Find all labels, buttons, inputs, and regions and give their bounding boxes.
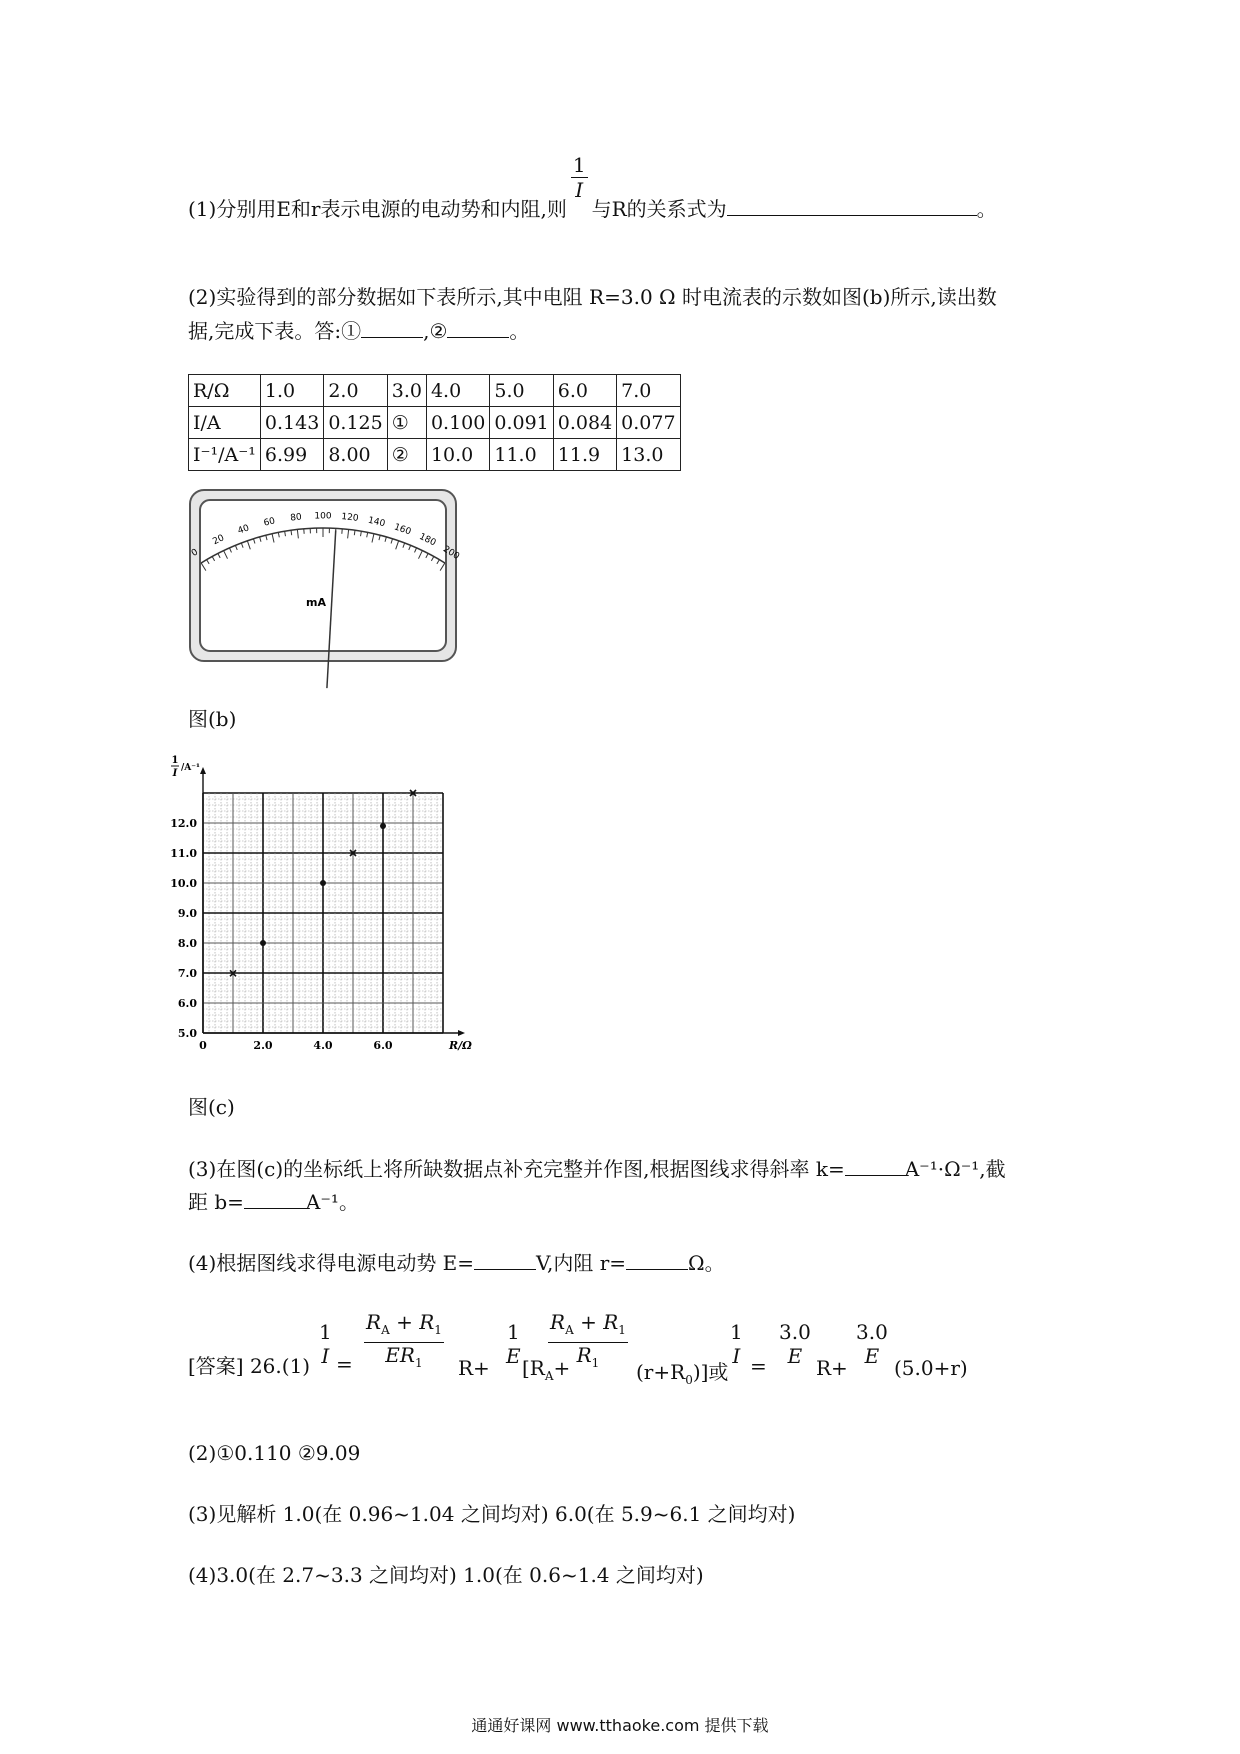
answer-1: [答案] 26.(1) 1 I = $\frac{R_A + R_1}{ER_1}$ R+ 1 E [$R_A+$ $\frac{R_A + R_1}{R_1}$ $(r+R_0)$]或 1 I = 3.0 E R+ 3.0 E (5.0+r)	[188, 1310, 968, 1387]
data-table	[188, 374, 681, 471]
meter-tick-label: 100	[314, 511, 332, 522]
table-cell: 0.125	[324, 407, 387, 439]
y-tick-label: 8.0	[177, 937, 197, 950]
fraction: $\frac{R_A + R_1}{R_1}$	[550, 1310, 626, 1370]
meter-tick-label: 180	[417, 531, 438, 549]
table-cell: 10.0	[426, 439, 489, 471]
x-axis-arrow	[458, 1030, 465, 1036]
table-row	[189, 407, 681, 439]
emf-blank[interactable]	[474, 1251, 536, 1270]
meter-unit-label: mA	[306, 596, 326, 609]
table-cell: ①	[387, 407, 426, 439]
question-3-line2: 距 b= A⁻¹。	[188, 1190, 359, 1214]
table-cell: I⁻¹/A⁻¹	[189, 439, 261, 471]
meter-tick-label: 200	[441, 544, 461, 562]
ammeter-figure	[188, 488, 461, 663]
meter-tick-label: 80	[289, 512, 303, 524]
y-tick-label: 10.0	[170, 877, 197, 890]
y-axis-arrow	[200, 767, 206, 774]
table-cell: 4.0	[426, 375, 489, 407]
table-cell: R/Ω	[189, 375, 261, 407]
y-tick-label: 6.0	[177, 997, 197, 1010]
question-1: (1)分别用E和r表示电源的电动势和内阻,则 $\frac{1}{I}$ 与R的关系式为 。	[188, 153, 997, 221]
figure-c-caption: 图(c)	[188, 1095, 235, 1119]
q2-blank-1[interactable]	[361, 319, 423, 338]
footer-credit: 通通好课网 www.tthaoke.com 提供下载	[471, 1716, 769, 1735]
data-point	[380, 823, 386, 829]
meter-tick-label: 0	[189, 547, 201, 559]
meter-tick-label: 20	[211, 533, 226, 548]
data-point	[260, 940, 266, 946]
x-axis-label: R/Ω	[449, 1039, 472, 1052]
x-tick-label: 4.0	[313, 1039, 333, 1052]
x-tick-label: 6.0	[373, 1039, 393, 1052]
answer-4: (4)3.0(在 2.7~3.3 之间均对) 1.0(在 0.6~1.4 之间均对)	[188, 1563, 704, 1587]
table-cell: 2.0	[324, 375, 387, 407]
table-cell: 0.100	[426, 407, 489, 439]
table-cell: ②	[387, 439, 426, 471]
figure-b-caption: 图(b)	[188, 707, 237, 731]
answer-2: (2)①0.110 ②9.09	[188, 1441, 361, 1465]
intercept-blank[interactable]	[244, 1190, 306, 1209]
table-cell: 1.0	[260, 375, 323, 407]
y-axis-label-unit: /A⁻¹	[181, 763, 200, 773]
fraction: 1 I	[319, 1320, 332, 1368]
question-2-line2: 据,完成下表。答:① ,② 。	[188, 319, 530, 343]
slope-blank[interactable]	[845, 1157, 905, 1176]
question-4: (4)根据图线求得电源电动势 E= V,内阻 r= Ω。	[188, 1251, 725, 1275]
fraction: 3.0 E	[856, 1320, 888, 1368]
meter-tick-label: 60	[262, 516, 277, 529]
table-cell: 11.0	[490, 439, 553, 471]
meter-tick-label: 120	[340, 512, 360, 524]
table-cell: 0.143	[260, 407, 323, 439]
table-row	[189, 439, 681, 471]
table-cell: 8.00	[324, 439, 387, 471]
x-tick-label: 0	[199, 1039, 207, 1052]
y-tick-label: 7.0	[177, 967, 197, 980]
fraction: 1 E	[506, 1320, 521, 1368]
data-point	[320, 880, 326, 886]
table-cell: 6.99	[260, 439, 323, 471]
table-cell: 3.0	[387, 375, 426, 407]
table-cell: 13.0	[617, 439, 680, 471]
table-cell: 5.0	[490, 375, 553, 407]
answer-3: (3)见解析 1.0(在 0.96~1.04 之间均对) 6.0(在 5.9~6.1 之间均对)	[188, 1502, 796, 1526]
fraction: 3.0 E	[779, 1320, 811, 1368]
table-cell: 7.0	[617, 375, 680, 407]
table-cell: 6.0	[553, 375, 616, 407]
meter-tick	[291, 530, 292, 535]
question-2-line1: (2)实验得到的部分数据如下表所示,其中电阻 R=3.0 Ω 时电流表的示数如图(b)所示,读出数	[188, 285, 997, 309]
meter-tick-label: 160	[392, 522, 413, 538]
fraction: 1 I	[730, 1320, 743, 1368]
y-tick-label: 5.0	[177, 1027, 197, 1040]
y-axis-label-denominator: I	[172, 768, 178, 779]
y-tick-label: 9.0	[177, 907, 197, 920]
one-over-i-fraction: $\frac{1}{I}$	[572, 153, 586, 202]
x-tick-label: 2.0	[253, 1039, 273, 1052]
table-cell: I/A	[189, 407, 261, 439]
table-cell: 0.077	[617, 407, 680, 439]
y-tick-label: 12.0	[170, 817, 197, 830]
question-3-line1: (3)在图(c)的坐标纸上将所缺数据点补充完整并作图,根据图线求得斜率 k= A⁻¹·Ω⁻¹,截	[188, 1157, 1006, 1181]
y-axis-label-numerator: 1	[171, 755, 179, 766]
meter-tick-label: 140	[367, 515, 386, 530]
y-tick-label: 11.0	[170, 847, 197, 860]
meter-tick-label: 40	[236, 523, 251, 537]
fraction: $\frac{R_A + R_1}{ER_1}$	[366, 1310, 442, 1370]
graph-paper-chart	[170, 755, 510, 1060]
meter-tick	[354, 530, 355, 535]
q2-blank-2[interactable]	[447, 319, 509, 338]
q1-text-after: 与R的关系式为	[591, 197, 727, 221]
table-cell: 0.084	[553, 407, 616, 439]
table-row	[189, 375, 681, 407]
q1-text: (1)分别用E和r表示电源的电动势和内阻,则	[188, 197, 567, 221]
q1-answer-blank[interactable]	[727, 197, 977, 216]
table-cell: 0.091	[490, 407, 553, 439]
table-cell: 11.9	[553, 439, 616, 471]
resistance-blank[interactable]	[626, 1251, 688, 1270]
frac-num: $R_A + R_1$	[364, 1310, 444, 1343]
